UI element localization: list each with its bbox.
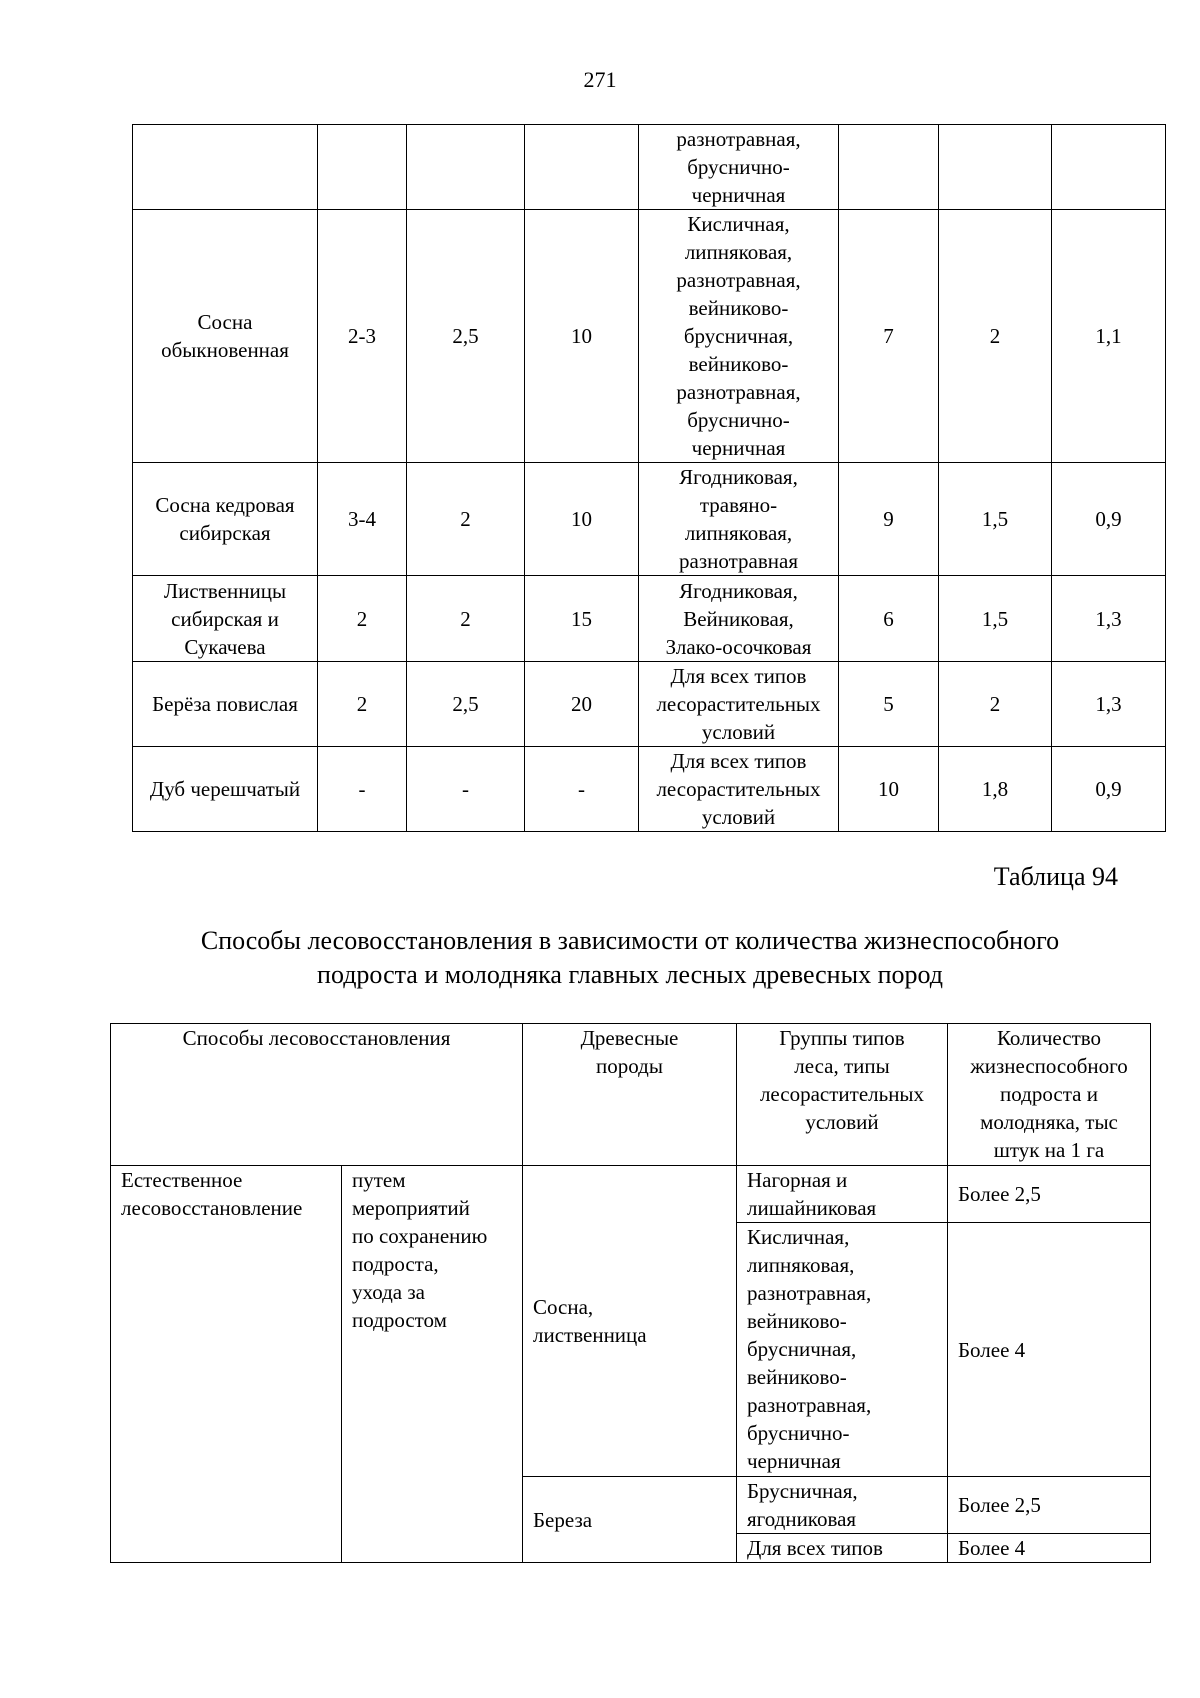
forest-type-cell: Для всех типов	[737, 1534, 948, 1563]
table-continued	[132, 124, 1166, 832]
value-cell: 7	[839, 210, 939, 463]
value-cell: 2	[318, 662, 407, 747]
page-number: 271	[583, 67, 617, 92]
value-cell: 2,5	[407, 662, 525, 747]
value-cell: 10	[525, 463, 639, 576]
quantity-cell: Более 2,5	[948, 1166, 1151, 1223]
value-cell	[939, 125, 1052, 210]
submethod-cell: путем мероприятий по сохранению подроста, ухода за подростом	[342, 1166, 523, 1563]
reforestation-methods-table	[110, 1023, 1151, 1563]
value-cell	[839, 125, 939, 210]
forest-types-cell: разнотравная, бруснично- черничная	[639, 125, 839, 210]
forest-type-cell: Нагорная и лишайниковая	[737, 1166, 948, 1223]
table-row	[133, 210, 1166, 463]
table-row	[133, 747, 1166, 832]
table-title	[0, 924, 1200, 992]
value-cell	[407, 125, 525, 210]
forest-types-cell: Ягодниковая, травяно- липняковая, разнотравная	[639, 463, 839, 576]
value-cell: 1,5	[939, 463, 1052, 576]
value-cell: 20	[525, 662, 639, 747]
header-species: Древесные породы	[523, 1024, 737, 1166]
forest-types-cell: Для всех типов лесорастительных условий	[639, 662, 839, 747]
value-cell: 2	[318, 576, 407, 662]
value-cell: 1,1	[1052, 210, 1166, 463]
value-cell: 3-4	[318, 463, 407, 576]
value-cell: 2	[407, 463, 525, 576]
species-cell: Лиственницы сибирская и Сукачева	[133, 576, 318, 662]
value-cell: 2-3	[318, 210, 407, 463]
species-cell: Сосна, лиственница	[523, 1166, 737, 1477]
forest-types-cell: Для всех типов лесорастительных условий	[639, 747, 839, 832]
quantity-cell: Более 2,5	[948, 1477, 1151, 1534]
value-cell: 6	[839, 576, 939, 662]
species-cell: Берёза повислая	[133, 662, 318, 747]
table-row	[111, 1166, 1151, 1223]
value-cell: 2,5	[407, 210, 525, 463]
species-cell: Сосна кедровая сибирская	[133, 463, 318, 576]
table-header-row	[111, 1024, 1151, 1166]
value-cell: 2	[939, 662, 1052, 747]
species-cell: Дуб черешчатый	[133, 747, 318, 832]
species-cell	[133, 125, 318, 210]
value-cell: 1,3	[1052, 662, 1166, 747]
table-row	[133, 125, 1166, 210]
table-row	[133, 662, 1166, 747]
table-title-line: Способы лесовосстановления в зависимости от количества жизнеспособного	[200, 926, 1060, 955]
value-cell: -	[318, 747, 407, 832]
value-cell: 10	[839, 747, 939, 832]
quantity-cell: Более 4	[948, 1534, 1151, 1563]
value-cell: 2	[939, 210, 1052, 463]
forest-type-cell: Брусничная, ягодниковая	[737, 1477, 948, 1534]
header-quantity: Количество жизнеспособного подроста и молодняка, тыс штук на 1 га	[948, 1024, 1151, 1166]
value-cell	[525, 125, 639, 210]
value-cell: -	[407, 747, 525, 832]
table-row	[133, 576, 1166, 662]
table-row	[133, 463, 1166, 576]
value-cell: 15	[525, 576, 639, 662]
value-cell	[318, 125, 407, 210]
species-cell: Береза	[523, 1477, 737, 1563]
forest-types-cell: Кисличная, липняковая, разнотравная, вейниково- брусничная, вейниково- разнотравная, бруснично- черничная	[639, 210, 839, 463]
value-cell: -	[525, 747, 639, 832]
quantity-cell: Более 4	[948, 1223, 1151, 1477]
value-cell: 1,5	[939, 576, 1052, 662]
species-cell: Сосна обыкновенная	[133, 210, 318, 463]
table-number-label: Таблица 94	[993, 862, 1118, 891]
header-forest-groups: Группы типов леса, типы лесорастительных условий	[737, 1024, 948, 1166]
forest-type-cell: Кисличная, липняковая, разнотравная, вейниково- брусничная, вейниково- разнотравная, бруснично- черничная	[737, 1223, 948, 1477]
value-cell: 0,9	[1052, 747, 1166, 832]
value-cell: 0,9	[1052, 463, 1166, 576]
value-cell: 1,8	[939, 747, 1052, 832]
forest-types-cell: Ягодниковая, Вейниковая, Злако-осочковая	[639, 576, 839, 662]
value-cell: 9	[839, 463, 939, 576]
value-cell: 5	[839, 662, 939, 747]
header-methods: Способы лесовосстановления	[111, 1024, 523, 1166]
value-cell	[1052, 125, 1166, 210]
table-title-line: подроста и молодняка главных лесных древесных пород	[317, 960, 943, 989]
value-cell: 1,3	[1052, 576, 1166, 662]
method-cell: Естественное лесовосстановление	[111, 1166, 342, 1563]
value-cell: 2	[407, 576, 525, 662]
value-cell: 10	[525, 210, 639, 463]
